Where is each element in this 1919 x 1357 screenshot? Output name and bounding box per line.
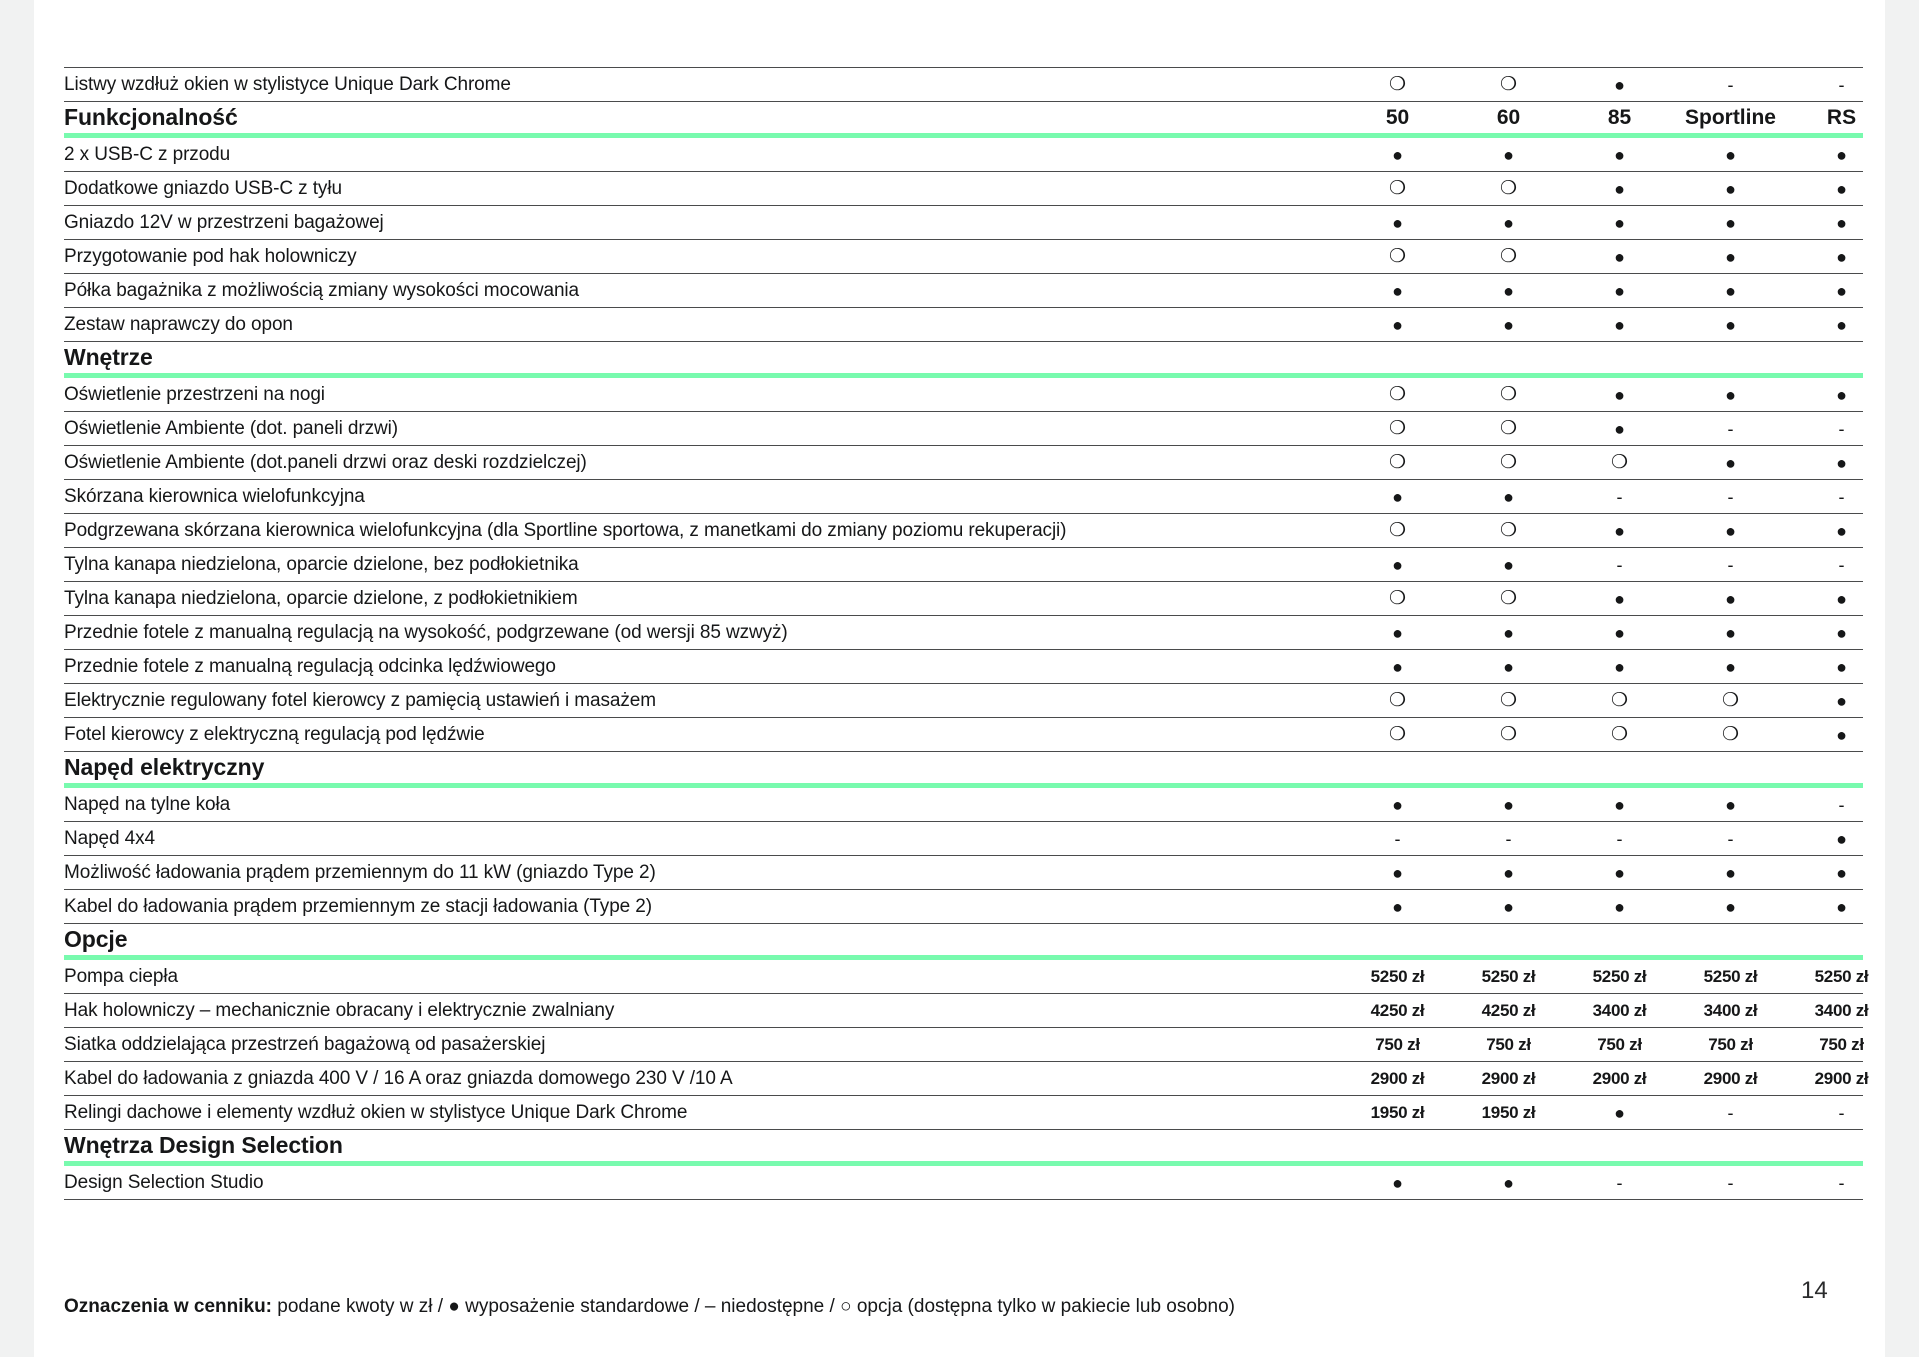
standard-dot-icon: ● (1614, 280, 1625, 301)
option-circle-icon: ❍ (1388, 73, 1407, 95)
unavailable-dash: - (1838, 1172, 1845, 1193)
table-row (64, 616, 1863, 650)
unavailable-dash: - (1394, 828, 1401, 849)
row-label: Hak holowniczy – mechanicznie obracany i elektrycznie zwalniany (64, 999, 615, 1021)
price-cell: 750 zł (1597, 1034, 1642, 1054)
option-circle-icon: ❍ (1388, 587, 1407, 609)
table-row (64, 274, 1863, 308)
table-row (64, 548, 1863, 582)
row-label: Tylna kanapa niedzielona, oparcie dzielone, bez podłokietnika (64, 553, 579, 575)
standard-dot-icon: ● (1392, 794, 1403, 815)
row-label: Design Selection Studio (64, 1171, 264, 1193)
page-number: 14 (1801, 1277, 1828, 1304)
standard-dot-icon: ● (1392, 554, 1403, 575)
standard-dot-icon: ● (1503, 862, 1514, 883)
standard-dot-icon: ● (1503, 486, 1514, 507)
option-circle-icon: ❍ (1388, 245, 1407, 267)
option-circle-icon: ❍ (1499, 417, 1518, 439)
column-header: 85 (1607, 106, 1632, 129)
table-row (64, 718, 1863, 752)
price-cell: 2900 zł (1592, 1068, 1647, 1088)
standard-dot-icon: ● (1836, 452, 1847, 473)
section-title: Funkcjonalność (64, 104, 238, 130)
standard-dot-icon: ● (1725, 178, 1736, 199)
standard-dot-icon: ● (1725, 314, 1736, 335)
row-label: Skórzana kierownica wielofunkcyjna (64, 485, 365, 507)
standard-dot-icon: ● (1392, 896, 1403, 917)
standard-dot-icon: ● (1836, 724, 1847, 745)
unavailable-dash: - (1505, 828, 1512, 849)
standard-dot-icon: ● (1503, 1172, 1514, 1193)
table-row (64, 1028, 1863, 1062)
table-row (64, 172, 1863, 206)
standard-dot-icon: ● (1392, 212, 1403, 233)
standard-dot-icon: ● (1614, 314, 1625, 335)
document-page (34, 0, 1885, 1357)
unavailable-dash: - (1727, 1172, 1734, 1193)
unavailable-dash: - (1616, 554, 1623, 575)
standard-dot-icon: ● (1725, 656, 1736, 677)
section-title: Wnętrze (64, 344, 153, 370)
standard-dot-icon: ● (1614, 656, 1625, 677)
standard-dot-icon: ● (1503, 896, 1514, 917)
standard-dot-icon: ● (1836, 520, 1847, 541)
table-row (64, 514, 1863, 548)
row-label: Oświetlenie przestrzeni na nogi (64, 383, 325, 405)
standard-dot-icon: ● (1836, 144, 1847, 165)
standard-dot-icon: ● (1836, 588, 1847, 609)
standard-dot-icon: ● (1392, 862, 1403, 883)
column-header: Sportline (1684, 106, 1776, 129)
section-header (64, 924, 1863, 960)
unavailable-dash: - (1838, 486, 1845, 507)
section-title: Napęd elektryczny (64, 754, 265, 780)
price-cell: 5250 zł (1592, 966, 1647, 986)
standard-dot-icon: ● (1614, 622, 1625, 643)
option-circle-icon: ❍ (1610, 451, 1629, 473)
table-row (64, 890, 1863, 924)
row-label: Półka bagażnika z możliwością zmiany wysokości mocowania (64, 279, 579, 301)
price-cell: 5250 zł (1370, 966, 1425, 986)
option-circle-icon: ❍ (1499, 451, 1518, 473)
unavailable-dash: - (1838, 74, 1845, 95)
standard-dot-icon: ● (1836, 690, 1847, 711)
row-label: Podgrzewana skórzana kierownica wielofunkcyjna (dla Sportline sportowa, z manetkami do zmiany poziomu rekuperacji) (64, 519, 1067, 541)
table-row (64, 206, 1863, 240)
standard-dot-icon: ● (1836, 384, 1847, 405)
table-row (64, 650, 1863, 684)
table-row (64, 788, 1863, 822)
option-circle-icon: ❍ (1499, 587, 1518, 609)
unavailable-dash: - (1616, 1172, 1623, 1193)
standard-dot-icon: ● (1725, 212, 1736, 233)
option-circle-icon: ❍ (1388, 451, 1407, 473)
price-cell: 750 zł (1819, 1034, 1864, 1054)
option-circle-icon: ❍ (1499, 689, 1518, 711)
price-cell: 2900 zł (1370, 1068, 1425, 1088)
price-cell: 1950 zł (1370, 1102, 1425, 1122)
option-circle-icon: ❍ (1499, 177, 1518, 199)
option-circle-icon: ❍ (1610, 723, 1629, 745)
standard-dot-icon: ● (1392, 656, 1403, 677)
table-row (64, 684, 1863, 718)
standard-dot-icon: ● (1614, 144, 1625, 165)
price-cell: 2900 zł (1481, 1068, 1536, 1088)
standard-dot-icon: ● (1836, 314, 1847, 335)
standard-dot-icon: ● (1392, 144, 1403, 165)
standard-dot-icon: ● (1614, 384, 1625, 405)
row-label: Siatka oddzielająca przestrzeń bagażową od pasażerskiej (64, 1033, 546, 1055)
standard-dot-icon: ● (1725, 622, 1736, 643)
standard-dot-icon: ● (1614, 418, 1625, 439)
table-row (64, 308, 1863, 342)
legend-text: podane kwoty w zł / ● wyposażenie standardowe / – niedostępne / ○ opcja (dostępna tylko w pakiecie lub osobno) (272, 1296, 1235, 1317)
table-row (64, 138, 1863, 172)
table-row (64, 1096, 1863, 1130)
unavailable-dash: - (1727, 74, 1734, 95)
legend (64, 1296, 1235, 1318)
standard-dot-icon: ● (1836, 178, 1847, 199)
standard-dot-icon: ● (1725, 520, 1736, 541)
standard-dot-icon: ● (1614, 520, 1625, 541)
standard-dot-icon: ● (1614, 178, 1625, 199)
unavailable-dash: - (1616, 486, 1623, 507)
price-cell: 1950 zł (1481, 1102, 1536, 1122)
section-title: Wnętrza Design Selection (64, 1132, 343, 1158)
standard-dot-icon: ● (1503, 554, 1514, 575)
section-header (64, 1130, 1863, 1166)
table-row (64, 822, 1863, 856)
option-circle-icon: ❍ (1388, 417, 1407, 439)
standard-dot-icon: ● (1503, 314, 1514, 335)
standard-dot-icon: ● (1836, 828, 1847, 849)
standard-dot-icon: ● (1836, 280, 1847, 301)
unavailable-dash: - (1838, 554, 1845, 575)
section-header (64, 342, 1863, 378)
equipment-table (64, 67, 1869, 1200)
standard-dot-icon: ● (1725, 384, 1736, 405)
standard-dot-icon: ● (1836, 896, 1847, 917)
table-row (64, 960, 1869, 994)
row-label: Kabel do ładowania prądem przemiennym ze stacji ładowania (Type 2) (64, 895, 652, 917)
row-label: Gniazdo 12V w przestrzeni bagażowej (64, 211, 384, 233)
table-row (64, 1062, 1869, 1096)
price-cell: 5250 zł (1481, 966, 1536, 986)
standard-dot-icon: ● (1614, 212, 1625, 233)
column-header: 50 (1385, 106, 1410, 129)
option-circle-icon: ❍ (1499, 383, 1518, 405)
price-cell: 3400 zł (1814, 1000, 1869, 1020)
standard-dot-icon: ● (1614, 794, 1625, 815)
standard-dot-icon: ● (1503, 622, 1514, 643)
unavailable-dash: - (1616, 828, 1623, 849)
option-circle-icon: ❍ (1388, 723, 1407, 745)
price-cell: 4250 zł (1370, 1000, 1425, 1020)
section-header (64, 752, 1863, 788)
price-cell: 750 zł (1708, 1034, 1753, 1054)
option-circle-icon: ❍ (1388, 177, 1407, 199)
standard-dot-icon: ● (1614, 74, 1625, 95)
row-label: Listwy wzdłuż okien w stylistyce Unique Dark Chrome (64, 73, 511, 95)
standard-dot-icon: ● (1392, 1172, 1403, 1193)
option-circle-icon: ❍ (1499, 73, 1518, 95)
standard-dot-icon: ● (1725, 862, 1736, 883)
option-circle-icon: ❍ (1721, 723, 1740, 745)
price-cell: 3400 zł (1592, 1000, 1647, 1020)
row-label: Przednie fotele z manualną regulacją odcinka lędźwiowego (64, 655, 556, 677)
standard-dot-icon: ● (1725, 588, 1736, 609)
standard-dot-icon: ● (1392, 622, 1403, 643)
table-row (64, 1166, 1863, 1200)
standard-dot-icon: ● (1392, 486, 1403, 507)
standard-dot-icon: ● (1503, 656, 1514, 677)
unavailable-dash: - (1838, 1102, 1845, 1123)
column-header: 60 (1496, 106, 1521, 129)
standard-dot-icon: ● (1725, 280, 1736, 301)
option-circle-icon: ❍ (1388, 519, 1407, 541)
table-row (64, 446, 1863, 480)
unavailable-dash: - (1838, 418, 1845, 439)
standard-dot-icon: ● (1614, 588, 1625, 609)
row-label: Kabel do ładowania z gniazda 400 V / 16 A oraz gniazda domowego 230 V /10 A (64, 1067, 733, 1089)
price-cell: 750 zł (1486, 1034, 1531, 1054)
option-circle-icon: ❍ (1721, 689, 1740, 711)
row-label: Dodatkowe gniazdo USB-C z tyłu (64, 177, 342, 199)
standard-dot-icon: ● (1836, 622, 1847, 643)
table-row (64, 240, 1863, 274)
column-header: RS (1826, 106, 1857, 129)
table-row (64, 378, 1863, 412)
row-label: Fotel kierowcy z elektryczną regulacją pod lędźwie (64, 723, 485, 745)
standard-dot-icon: ● (1614, 1102, 1625, 1123)
standard-dot-icon: ● (1614, 862, 1625, 883)
standard-dot-icon: ● (1725, 246, 1736, 267)
standard-dot-icon: ● (1725, 452, 1736, 473)
standard-dot-icon: ● (1503, 794, 1514, 815)
row-label: Oświetlenie Ambiente (dot.paneli drzwi oraz deski rozdzielczej) (64, 451, 587, 473)
option-circle-icon: ❍ (1499, 723, 1518, 745)
standard-dot-icon: ● (1392, 280, 1403, 301)
standard-dot-icon: ● (1725, 794, 1736, 815)
standard-dot-icon: ● (1836, 656, 1847, 677)
option-circle-icon: ❍ (1499, 245, 1518, 267)
price-cell: 3400 zł (1703, 1000, 1758, 1020)
row-label: Zestaw naprawczy do opon (64, 313, 293, 335)
standard-dot-icon: ● (1836, 212, 1847, 233)
section-header (64, 102, 1863, 138)
standard-dot-icon: ● (1836, 246, 1847, 267)
standard-dot-icon: ● (1725, 144, 1736, 165)
row-label: Możliwość ładowania prądem przemiennym do 11 kW (gniazdo Type 2) (64, 861, 656, 883)
unavailable-dash: - (1838, 794, 1845, 815)
standard-dot-icon: ● (1614, 246, 1625, 267)
unavailable-dash: - (1727, 828, 1734, 849)
standard-dot-icon: ● (1836, 862, 1847, 883)
table-row (64, 856, 1863, 890)
standard-dot-icon: ● (1392, 314, 1403, 335)
table-row (64, 480, 1863, 514)
price-cell: 5250 zł (1814, 966, 1869, 986)
row-label: Przednie fotele z manualną regulacją na wysokość, podgrzewane (od wersji 85 wzwyż) (64, 621, 788, 643)
option-circle-icon: ❍ (1388, 383, 1407, 405)
unavailable-dash: - (1727, 486, 1734, 507)
table-row (64, 994, 1869, 1028)
row-label: Elektrycznie regulowany fotel kierowcy z pamięcią ustawień i masażem (64, 689, 656, 711)
legend-title: Oznaczenia w cenniku: (64, 1296, 272, 1317)
row-label: Pompa ciepła (64, 965, 178, 987)
row-label: Napęd na tylne koła (64, 793, 231, 815)
row-label: 2 x USB-C z przodu (64, 143, 231, 165)
unavailable-dash: - (1727, 1102, 1734, 1123)
row-label: Oświetlenie Ambiente (dot. paneli drzwi) (64, 417, 398, 439)
standard-dot-icon: ● (1614, 896, 1625, 917)
standard-dot-icon: ● (1503, 212, 1514, 233)
price-cell: 2900 zł (1703, 1068, 1758, 1088)
price-cell: 2900 zł (1814, 1068, 1869, 1088)
table-row (64, 582, 1863, 616)
row-label: Relingi dachowe i elementy wzdłuż okien w stylistyce Unique Dark Chrome (64, 1101, 688, 1123)
row-label: Przygotowanie pod hak holowniczy (64, 245, 357, 267)
option-circle-icon: ❍ (1499, 519, 1518, 541)
standard-dot-icon: ● (1503, 144, 1514, 165)
price-cell: 4250 zł (1481, 1000, 1536, 1020)
option-circle-icon: ❍ (1388, 689, 1407, 711)
row-label: Napęd 4x4 (64, 827, 156, 849)
table-row (64, 412, 1863, 446)
option-circle-icon: ❍ (1610, 689, 1629, 711)
row-label: Tylna kanapa niedzielona, oparcie dzielone, z podłokietnikiem (64, 587, 578, 609)
standard-dot-icon: ● (1725, 896, 1736, 917)
unavailable-dash: - (1727, 554, 1734, 575)
standard-dot-icon: ● (1503, 280, 1514, 301)
price-cell: 5250 zł (1703, 966, 1758, 986)
unavailable-dash: - (1727, 418, 1734, 439)
section-title: Opcje (64, 926, 128, 952)
table-row (64, 68, 1863, 102)
price-cell: 750 zł (1375, 1034, 1420, 1054)
